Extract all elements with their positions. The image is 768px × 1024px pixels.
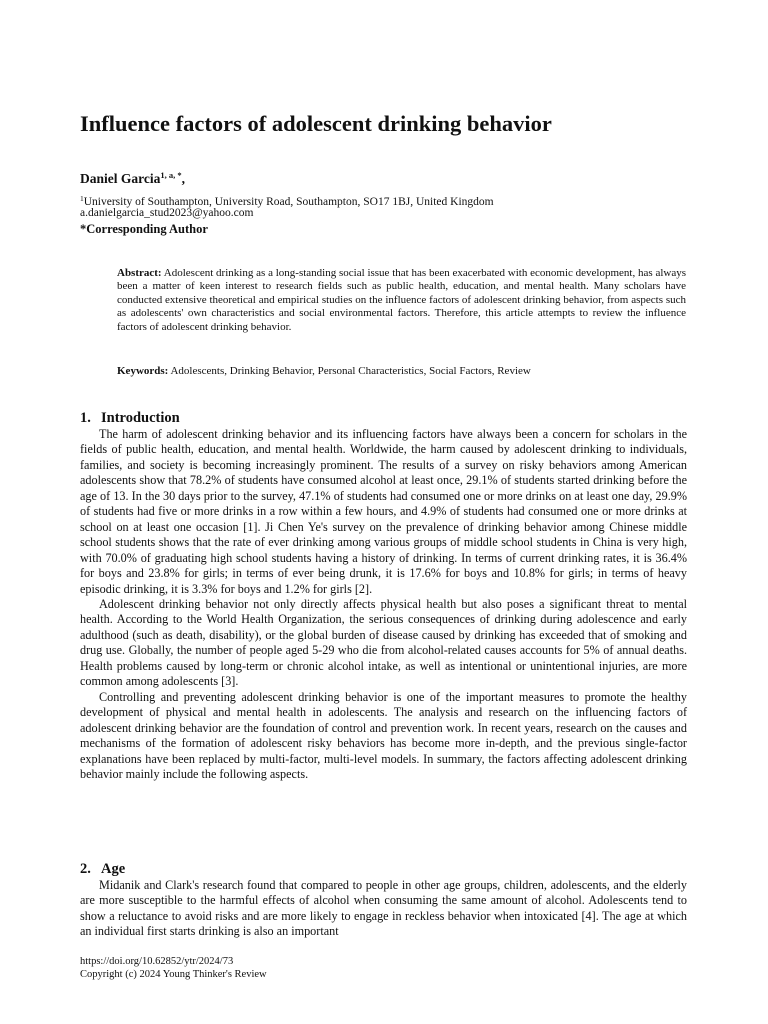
keywords-label: Keywords: bbox=[117, 365, 169, 377]
abstract-text: Adolescent drinking as a long-standing social issue that has been exacerbated with economic development, has always been a matter of keen interest to research fields such as public health, education, and mental health. Many scholars have conducted extensive theoretical and empirical studies on the influence factors of adolescent drinking behavior, from aspects such as adolescents' own characteristics and social environmental factors. Therefore, this article attempts to review the influence factors of adolescent drinking behavior. bbox=[117, 267, 686, 333]
section-number: 1. bbox=[80, 410, 91, 426]
section-heading-introduction bbox=[80, 409, 180, 427]
author-line bbox=[80, 166, 185, 188]
copyright-notice: Copyright (c) 2024 Young Thinker's Review bbox=[80, 969, 267, 980]
body-paragraph: The harm of adolescent drinking behavior and its influencing factors have always been a concern for scholars in the fields of public health, education, and mental health. Worldwide, the harm caused by adolescent drinking to individuals, families, and society is becoming increasingly prominent. The results of a survey on risky behaviors among American adolescents show that 78.2% of students have consumed alcohol at least once, 29.1% of students started drinking before the age of 13. In the 30 days prior to the survey, 47.1% of students had consumed one or more drinks on at least one day, 29.9% of students had five or more drinks in a row within a few hours, and 4.9% of students had consumed one or more drinks at school on at least one occasion [1]. Ji Chen Ye's survey on the prevalence of drinking behavior among Chinese middle school students shows that the rate of ever drinking among various groups of middle school students in China is very high, with 70.0% of graduating high school students having a history of drinking. In terms of current drinking rates, it is 36.4% for boys and 23.8% for girls; in terms of ever being drunk, it is 17.6% for boys and 10.8% for girls; in terms of heavy episodic drinking, it is 3.3% for boys and 1.2% for girls [2]. bbox=[80, 427, 687, 596]
paper-title: Influence factors of adolescent drinking behavior bbox=[80, 111, 552, 136]
body-paragraph: Adolescent drinking behavior not only directly affects physical health but also poses a significant threat to mental health. According to the World Health Organization, the serious consequences of drinking during adolescence and early adulthood (such as death, disability), or the global burden of disease caused by drinking has exceeded that of smoking and drug use. Globally, the number of people aged 5-29 who die from alcohol-related causes accounts for 5% of annual deaths. Health problems caused by long-term or chronic alcohol intake, as well as intentional or unintentional injuries, are more common among adolescents [3]. bbox=[80, 596, 687, 689]
section-heading-age bbox=[80, 860, 125, 878]
affiliation-mark: 1 bbox=[80, 194, 84, 203]
section-body-introduction bbox=[80, 427, 687, 782]
author-affiliation-marks: 1, a, * bbox=[160, 170, 182, 180]
corresponding-author-note: *Corresponding Author bbox=[80, 222, 208, 236]
author-trailing: , bbox=[181, 171, 185, 186]
section-title: Introduction bbox=[101, 410, 180, 426]
doi-link[interactable]: https://doi.org/10.62852/ytr/2024/73 bbox=[80, 956, 234, 967]
keywords-text: Adolescents, Drinking Behavior, Personal Characteristics, Social Factors, Review bbox=[170, 365, 531, 377]
section-number: 2. bbox=[80, 861, 91, 877]
section-body-age bbox=[80, 878, 687, 940]
keywords bbox=[117, 364, 686, 378]
page-footer bbox=[80, 955, 267, 981]
abstract-label: Abstract: bbox=[117, 267, 162, 279]
affiliation-text: University of Southampton, University Road, Southampton, SO17 1BJ, United Kingdom bbox=[83, 196, 494, 208]
body-paragraph: Controlling and preventing adolescent drinking behavior is one of the important measures to promote the healthy development of physical and mental health in adolescents. The analysis and research on the influencing factors of adolescent drinking behavior are the foundation of control and prevention work. In recent years, research on the causes and mechanisms of the formation of adolescent risky behaviors has become more in-depth, and the previous single-factor explanations have been replaced by multi-factor, multi-level models. In summary, the factors affecting adolescent drinking behavior mainly include the following aspects. bbox=[80, 689, 687, 781]
abstract bbox=[117, 267, 686, 334]
section-title: Age bbox=[101, 861, 126, 877]
author-email: a.danielgarcia_stud2023@yahoo.com bbox=[80, 207, 254, 219]
body-paragraph: Midanik and Clark's research found that compared to people in other age groups, children, adolescents, and the elderly are more susceptible to the harmful effects of alcohol when consuming the same amount of alcohol. Adolescents tend to show a reluctance to avoid risks and are more likely to engage in reckless behavior when intoxicated [4]. The age at which an individual first starts drinking is also an important bbox=[80, 878, 687, 939]
author-name: Daniel Garcia bbox=[80, 171, 161, 186]
